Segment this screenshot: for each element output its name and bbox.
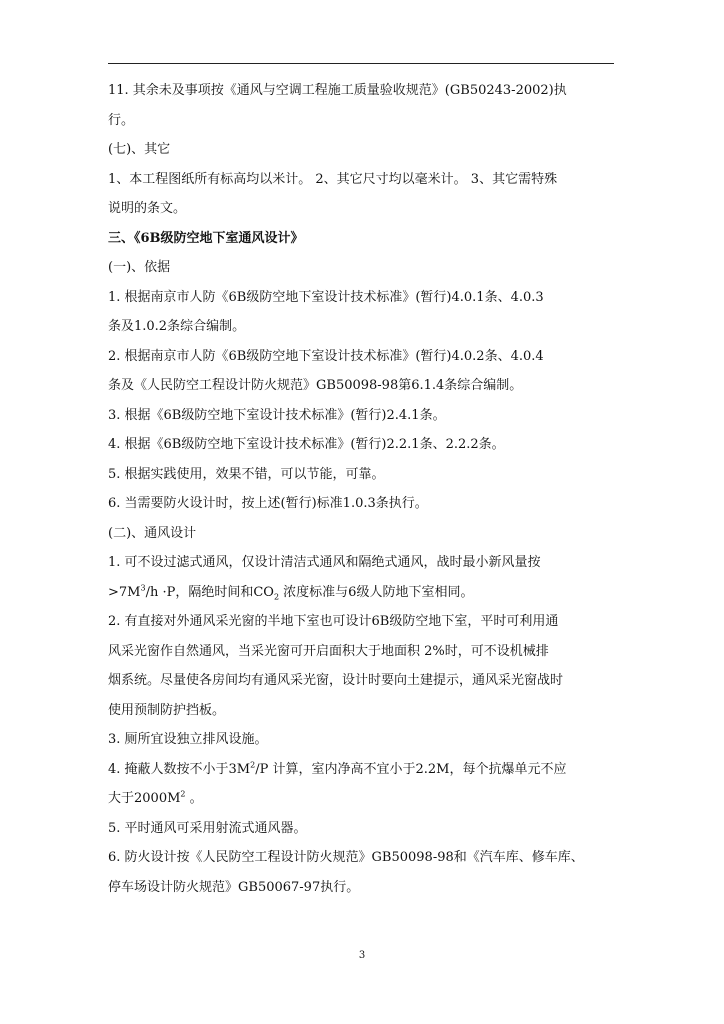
text-fragment: 浓度标准与6级人防地下室相同。: [279, 584, 474, 600]
page-number: 3: [358, 950, 366, 961]
text-line: 2. 根据南京市人防《6B级防空地下室设计技术标准》(暂行)4.0.2条、4.0.4: [108, 348, 544, 364]
subsection-heading: (二)、通风设计: [108, 525, 197, 541]
text-line: 说明的条文。: [108, 201, 187, 216]
text-line: 3. 根据《6B级防空地下室设计技术标准》(暂行)2.4.1条。: [108, 407, 446, 423]
text-line: 烟系统。尽量使各房间均有通风采光窗，设计时要向土建提示，通风采光窗战时: [108, 673, 564, 688]
text-line: 4. 根据《6B级防空地下室设计技术标准》(暂行)2.2.1条、2.2.2条。: [108, 437, 505, 452]
superscript: 3: [140, 583, 146, 593]
text-line: 6. 防火设计按《人民防空工程设计防火规范》GB50098-98和《汽车库、修车库、: [108, 850, 584, 865]
text-fragment: 4. 掩蔽人数按不小于3M: [108, 761, 251, 777]
text-line: 条及1.0.2条综合编制。: [108, 319, 246, 334]
text-line: 停车场设计防火规范》GB50067-97执行。: [108, 879, 360, 895]
text-line: 11. 其余未及事项按《通风与空调工程施工质量验收规范》(GB50243-2002)执: [108, 83, 567, 98]
superscript: 2: [250, 760, 256, 770]
text-line-formula: [108, 784, 614, 814]
document-body: [108, 76, 614, 902]
text-line: 6. 当需要防火设计时，按上述(暂行)标准1.0.3条执行。: [108, 496, 428, 511]
text-line: 风采光窗作自然通风，当采光窗可开启面积大于地面积 2%时，可不设机械排: [108, 643, 549, 659]
subsection-heading: (一)、依据: [108, 260, 171, 275]
text-fragment: 。: [185, 791, 203, 806]
text-line: 1、本工程图纸所有标高均以米计。 2、其它尺寸均以毫米计。 3、其它需特殊: [108, 171, 558, 187]
text-line: 1. 可不设过滤式通风，仅设计清洁式通风和隔绝式通风，战时最小新风量按: [108, 555, 541, 570]
text-line: 使用预制防护挡板。: [108, 702, 226, 718]
superscript: 2: [180, 789, 186, 799]
text-line: 5. 根据实践使用，效果不错，可以节能，可靠。: [108, 466, 385, 482]
text-line: 1. 根据南京市人防《6B级防空地下室设计技术标准》(暂行)4.0.1条、4.0.3: [108, 289, 544, 305]
header-rule: [108, 63, 614, 64]
text-line-formula: [108, 755, 614, 785]
text-line: 3. 厕所宜设独立排风设施。: [108, 732, 268, 747]
text-line: 条及《人民防空工程设计防火规范》GB50098-98第6.1.4条综合编制。: [108, 378, 523, 393]
text-line: 行。: [108, 112, 135, 128]
subscript: 2: [273, 592, 280, 602]
text-line-formula: [108, 578, 614, 608]
subsection-heading: (七)、其它: [108, 142, 171, 157]
text-fragment: /P 计算，室内净高不宜小于2.2M，每个抗爆单元不应: [255, 761, 567, 777]
text-fragment: /h ·P，隔绝时间和CO: [145, 584, 274, 600]
text-line: 2. 有直接对外通风采光窗的半地下室也可设计6B级防空地下室，平时可利用通: [108, 614, 559, 629]
section-heading: 三、《6B级防空地下室通风设计》: [108, 230, 304, 246]
text-fragment: 大于2000M: [108, 791, 181, 806]
text-line: 5. 平时通风可采用射流式通风器。: [108, 820, 307, 836]
text-fragment: >7M: [108, 584, 141, 600]
